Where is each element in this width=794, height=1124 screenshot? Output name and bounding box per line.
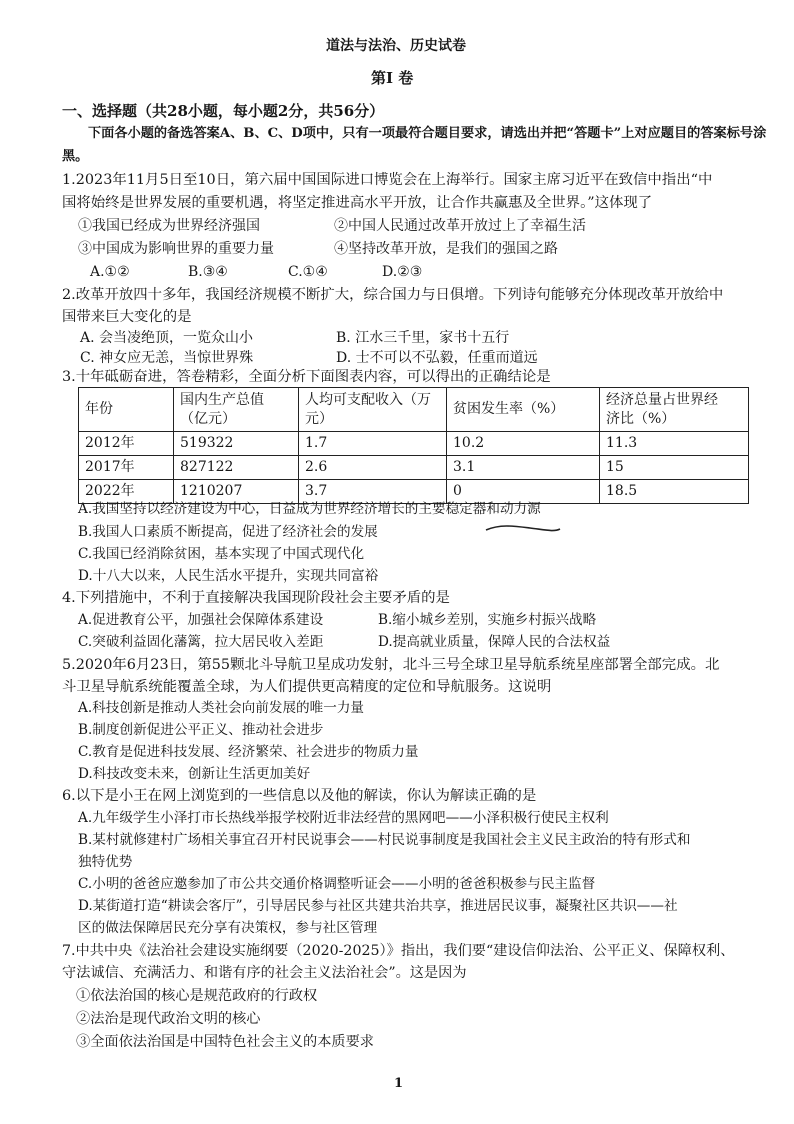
- table-cell: 3.1: [447, 456, 600, 480]
- table-cell: 0: [447, 480, 600, 504]
- q3-option-b: B.我国人口素质不断提高，促进了经济社会的发展: [78, 524, 378, 540]
- q1-option-b: B.③④: [188, 264, 228, 280]
- q6-option-d-line-2: 区的做法保障居民充分享有决策权，参与社区管理: [78, 920, 378, 936]
- q3-option-d: D.十八大以来，人民生活水平提升，实现共同富裕: [78, 568, 379, 584]
- table-header-cell: 贫困发生率（%）: [447, 388, 600, 432]
- instructions-line-2: 黑。: [62, 149, 89, 164]
- table-cell: 1.7: [299, 432, 447, 456]
- q7-statement-2: ②法治是现代政治文明的核心: [76, 1011, 261, 1027]
- table-cell: 2.6: [299, 456, 447, 480]
- q5-stem-line-1: 5.2020年6月23日，第55颗北斗导航卫星成功发射，北斗三号全球卫星导航系统星座部署全部完成。北: [62, 657, 720, 673]
- q1-stem-line-2: 国将始终是世界发展的重要机遇，将坚定推进高水平开放，让合作共赢惠及全世界。”这体现了: [62, 195, 653, 211]
- pen-squiggle-mark: [484, 520, 562, 538]
- q4-option-b: B.缩小城乡差别，实施乡村振兴战略: [378, 612, 597, 628]
- q2-option-d: D. 士不可以不弘毅，任重而道远: [336, 350, 538, 366]
- volume-title: 第Ⅰ 卷: [371, 69, 414, 87]
- q3-option-c: C.我国已经消除贫困，基本实现了中国式现代化: [78, 546, 365, 562]
- table-header-row: [79, 388, 749, 432]
- q2-stem-line-1: 2.改革开放四十多年，我国经济规模不断扩大，综合国力与日俱增。下列诗句能够充分体现改革开放给中: [62, 287, 724, 303]
- q1-option-d: D.②③: [382, 264, 423, 280]
- q2-option-c: C. 神女应无恙，当惊世界殊: [80, 350, 254, 366]
- q6-option-d-line-1: D.某街道打造“耕读会客厅”，引导居民参与社区共建共治共享，推进居民议事，凝聚社区共识——社: [78, 898, 678, 914]
- instructions-line-1: 下面各小题的备选答案A、B、C、D项中，只有一项最符合题目要求，请选出并把“答题卡”上对应题目的答案标号涂: [88, 126, 767, 141]
- table-cell: 18.5: [600, 480, 749, 504]
- table-cell: 2012年: [79, 432, 174, 456]
- q6-option-a: A.九年级学生小泽打市长热线举报学校附近非法经营的黑网吧——小泽积极行使民主权利: [78, 810, 609, 826]
- q7-stem-line-1: 7.中共中央《法治社会建设实施纲要（2020-2025）》指出，我们要“建设信仰法治、公平正义、保障权利、: [62, 943, 735, 959]
- q3-option-a: A.我国坚持以经济建设为中心，日益成为世界经济增长的主要稳定器和动力源: [78, 501, 541, 517]
- table-cell: 827122: [174, 456, 299, 480]
- q6-stem: 6.以下是小王在网上浏览到的一些信息以及他的解读，你认为解读正确的是: [62, 788, 537, 804]
- q1-statement-2: ②中国人民通过改革开放过上了幸福生活: [334, 218, 586, 234]
- q6-option-b-line-2: 独特优势: [78, 854, 133, 870]
- statistics-table: [78, 387, 749, 504]
- q2-option-a: A. 会当凌绝顶，一览众山小: [80, 330, 254, 346]
- q6-option-c: C.小明的爸爸应邀参加了市公共交通价格调整听证会——小明的爸爸积极参与民主监督: [78, 876, 596, 892]
- q5-stem-line-2: 斗卫星导航系统能覆盖全球，为人们提供更高精度的定位和导航服务。这说明: [62, 679, 552, 695]
- header-share-line-1: 经济总量占世界经: [606, 391, 718, 408]
- q5-option-b: B.制度创新促进公平正义、推动社会进步: [78, 722, 324, 738]
- q1-statement-1: ①我国已经成为世界经济强国: [78, 218, 260, 234]
- page-number: 1: [394, 1076, 404, 1091]
- table-cell: 2017年: [79, 456, 174, 480]
- paper-title: 道法与法治、历史试卷: [326, 38, 466, 54]
- table-header-cell: [600, 388, 749, 432]
- table-cell: 2022年: [79, 480, 174, 504]
- q4-option-c: C.突破利益固化藩篱，拉大居民收入差距: [78, 634, 324, 650]
- q4-option-d: D.提高就业质量，保障人民的合法权益: [378, 634, 611, 650]
- q7-statement-3: ③全面依法治国是中国特色社会主义的本质要求: [76, 1034, 374, 1050]
- q3-stem: 3.十年砥砺奋进，答卷精彩，全面分析下面图表内容，可以得出的正确结论是: [62, 369, 551, 385]
- table-row: [79, 456, 749, 480]
- table-cell: 1210207: [174, 480, 299, 504]
- q1-option-a: A.①②: [90, 264, 130, 280]
- header-share-line-2: 济比（%）: [606, 410, 676, 427]
- header-gdp-line-2: （亿元）: [180, 410, 236, 427]
- table-cell: 3.7: [299, 480, 447, 504]
- q2-stem-line-2: 国带来巨大变化的是: [62, 309, 192, 325]
- table-row: [79, 432, 749, 456]
- q4-option-a: A.促进教育公平，加强社会保障体系建设: [78, 612, 324, 628]
- q5-option-d: D.科技改变未来，创新让生活更加美好: [78, 766, 311, 782]
- table-header-cell: 年份: [79, 388, 174, 432]
- q7-statement-1: ①依法治国的核心是规范政府的行政权: [76, 988, 318, 1004]
- q6-option-b-line-1: B.某村就修建村广场相关事宜召开村民说事会——村民说事制度是我国社会主义民主政治的特有形式和: [78, 832, 691, 848]
- q4-stem: 4.下列措施中，不利于直接解决我国现阶段社会主要矛盾的是: [62, 590, 450, 606]
- table-header-cell: [174, 388, 299, 432]
- q1-statement-3: ③中国成为影响世界的重要力量: [78, 241, 274, 257]
- section-heading: 一、选择题（共28小题，每小题2分，共56分）: [62, 102, 385, 120]
- q1-statement-4: ④坚持改革开放，是我们的强国之路: [334, 241, 558, 257]
- q5-option-c: C.教育是促进科技发展、经济繁荣、社会进步的物质力量: [78, 744, 419, 760]
- q5-option-a: A.科技创新是推动人类社会向前发展的唯一力量: [78, 700, 365, 716]
- q1-stem-line-1: 1.2023年11月5日至10日，第六届中国国际进口博览会在上海举行。国家主席习近平在致信中指出“中: [62, 172, 713, 188]
- table-cell: 10.2: [447, 432, 600, 456]
- q1-option-c: C.①④: [288, 264, 328, 280]
- q2-option-b: B. 江水三千里，家书十五行: [336, 330, 510, 346]
- header-income-line-1: 人均可支配收入（万: [305, 391, 431, 408]
- table-cell: 11.3: [600, 432, 749, 456]
- table-header-cell: [299, 388, 447, 432]
- header-income-line-2: 元）: [305, 410, 333, 427]
- q7-stem-line-2: 守法诚信、充满活力、和谐有序的社会主义法治社会”。这是因为: [62, 965, 467, 981]
- table-cell: 15: [600, 456, 749, 480]
- header-gdp-line-1: 国内生产总值: [180, 391, 264, 408]
- table-cell: 519322: [174, 432, 299, 456]
